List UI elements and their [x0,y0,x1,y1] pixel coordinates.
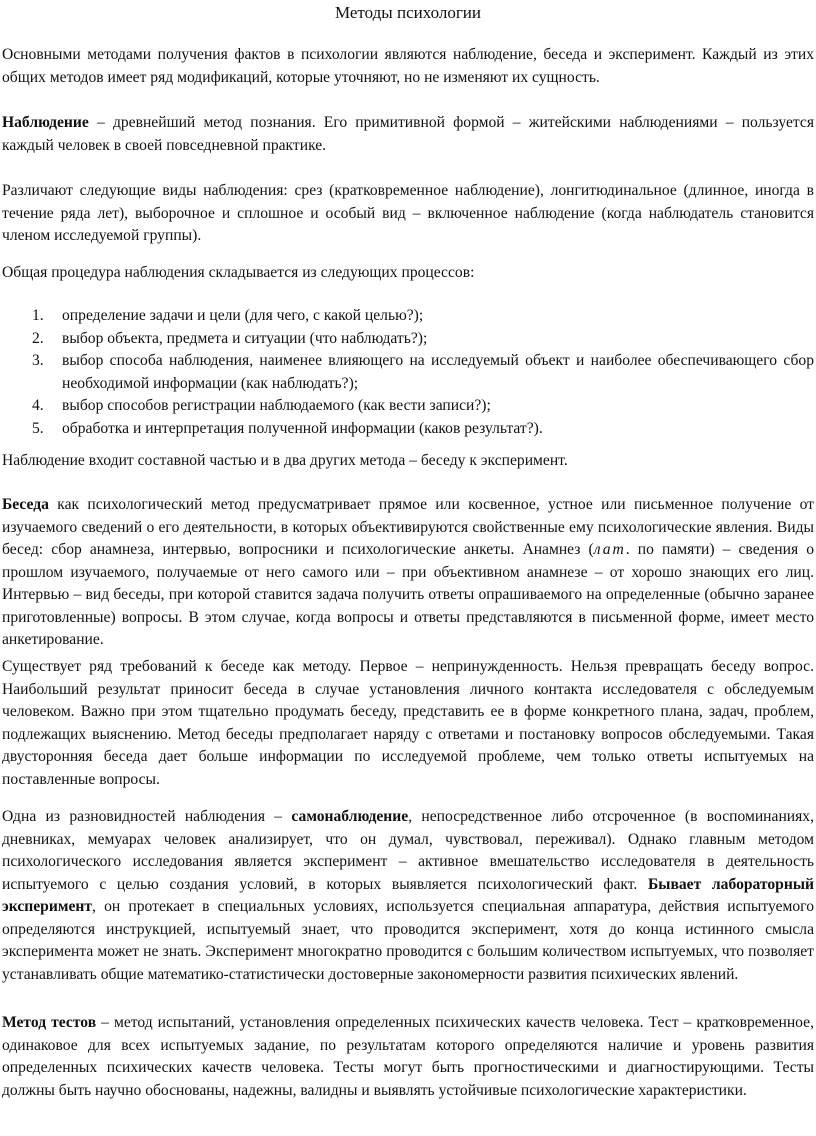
list-item-number: 1. [32,307,44,324]
observation-part-paragraph: Наблюдение входит составной частью и в два других метода – беседу к эксперимент. [2,452,568,469]
intro-paragraph: Основными методами получения фактов в психологии являются наблюдение, беседа и эксперимент. Каждый из этих общих методов имеет ряд модификаций, которые уточняют, но не изменяют их сущность. [2,46,814,86]
list-item-number: 5. [32,419,44,437]
self-observation-text-a: Одна из разновидностей наблюдения – [2,808,292,825]
conversation-term: Беседа [2,496,49,513]
page-title: Методы психологии [335,3,481,22]
procedure-list [2,305,814,440]
self-observation-text-c: , он протекает в специальных условиях, используется специальная аппаратура, действия испытуемого определяются инструкцией, испытуемый знает, что проводится эксперимент, хотя до конца истинного смысла эксперимента может не знать. Эксперимент многократно проводится с большим количеством испытуемых, что позволяет устанавливать общие математико-статистически достоверные закономерности развития психических явлений. [2,898,814,983]
list-item-number: 3. [32,352,44,369]
observation-text: – древнейший метод познания. Его примитивной формой – житейскими наблюдениями – пользуется каждый человек в своей повседневной практике. [2,114,814,154]
lab-experiment-term: Бывает лабораторный эксперимент [2,875,814,915]
list-item-text: выбор способа наблюдения, наименее влияющего на исследуемый объект и наиболее обеспечивающего сбор необходимой информации (как наблюдать?); [62,352,814,392]
list-item-text: выбор способов регистрации наблюдаемого (как вести записи?); [62,397,491,414]
self-observation-term: самонаблюдение [291,808,409,825]
tests-term: Метод тестов [2,1014,97,1031]
list-item-number: 4. [32,397,44,414]
list-item [2,395,814,418]
list-item [2,328,814,351]
tests-paragraph [2,1012,814,1102]
lat-abbrev: лат [593,541,626,558]
list-item-text: определение задачи и цели (для чего, с какой целью?); [62,307,424,324]
conversation-text-b: . по памяти) – сведения о прошлом изучаемого, получаемые от него самого или – при объективном анамнезе – от хорошо знающих его лиц. Интервью – вид беседы, при которой ставится задача получить ответы опрашиваемого на определенные (обычно заранее приготовленные) вопросы. В этом случае, когда вопросы и ответы представляются в письменной форме, имеет место анкетирование. [2,541,814,648]
conversation-paragraph [2,494,814,652]
list-item [2,305,814,328]
procedure-intro-paragraph: Общая процедура наблюдения складывается из следующих процессов: [2,264,475,281]
list-item-number: 2. [32,329,44,347]
observation-term: Наблюдение [2,114,89,131]
list-item [2,350,814,395]
list-item-text: выбор объекта, предмета и ситуации (что наблюдать?); [62,329,428,347]
requirements-paragraph: Существует ряд требований к беседе как методу. Первое – непринужденность. Нельзя превращать беседу вопрос. Наибольший результат приносит беседа в случае установления личного контакта исследователя с обследуемым человеком. Важно при этом тщательно продумать беседу, представить ее в форме конкретного плана, задач, проблем, подлежащих выяснению. Метод беседы предполагает наряду с ответами и постановку вопросов обследуемыми. Такая двусторонняя беседа дает больше информации по исследуемой проблеме, чем только ответы испытуемых на поставленные вопросы. [2,658,814,788]
self-observation-paragraph [2,806,814,986]
list-item-text: обработка и интерпретация полученной информации (каков результат?). [62,419,543,437]
list-item [2,418,814,441]
tests-text: – метод испытаний, установления определенных психических качеств человека. Тест – кратковременное, одинаковое для всех испытуемых задание, по результатам которого определяются наличие и уровень развития определенных психических качеств человека. Тесты могут быть прогностическими и диагностирующими. Тесты должны быть научно обоснованы, надежны, валидны и выявлять устойчивые психологические характеристики. [2,1014,814,1099]
observation-types-paragraph: Различают следующие виды наблюдения: срез (кратковременное наблюдение), лонгитюдинальное (длинное, иногда в течение ряда лет), выборочное и сплошное и особый вид – включенное наблюдение (когда наблюдатель становится членом исследуемой группы). [2,182,814,244]
self-observation-text-b: , непосредственное либо отсроченное (в воспоминаниях, дневниках, мемуарах человек анализирует, что он думал, чувствовал, переживал). Однако главным методом психологического исследования является эксперимент – активное вмешательство исследователя в деятельность испытуемого с целью создания условий, в которых выявляется психологический факт. [2,808,814,893]
conversation-text-a: как психологический метод предусматривает прямое или косвенное, устное или письменное получение от изучаемого сведений о его деятельности, в которых объективируются свойственные ему психологические явления. Виды бесед: сбор анамнеза, интервью, вопросники и психологические анкеты. Анамнез ( [2,496,814,558]
observation-paragraph [2,112,814,157]
